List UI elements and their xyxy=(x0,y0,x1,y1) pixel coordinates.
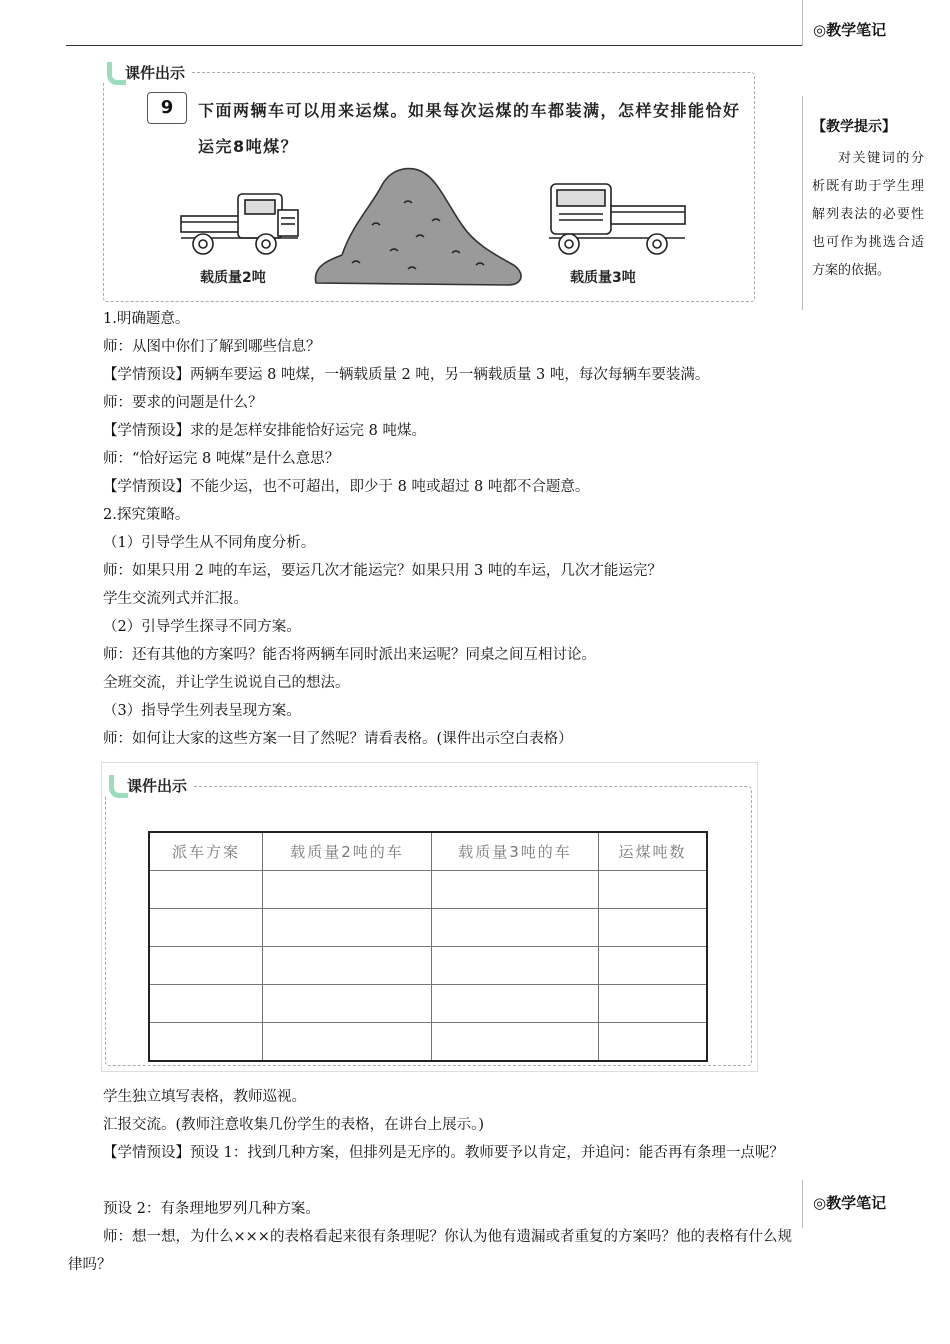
header-coal-tons: 运煤吨数 xyxy=(599,832,708,871)
table-cell xyxy=(432,909,599,947)
problem-text: 下面两辆车可以用来运煤。如果每次运煤的车都装满，怎样安排能恰好运完8吨煤？ xyxy=(198,101,741,156)
courseware-tag-2: 课件出示 xyxy=(105,775,193,796)
table-cell xyxy=(599,947,708,985)
teaching-tip-body: 对关键词的分析既有助于学生理解列表法的必要性也可作为挑选合适方案的依据。 xyxy=(812,151,924,278)
line-clarify-heading: 1.明确题意。 xyxy=(103,311,190,327)
table-row xyxy=(149,1023,707,1062)
truck-left-illustration xyxy=(178,188,303,260)
header-plan: 派车方案 xyxy=(149,832,263,871)
table-cell xyxy=(432,947,599,985)
line-teacher-q6: 师：如何让大家的这些方案一目了然呢？请看表格。(课件出示空白表格） xyxy=(103,731,573,747)
truck-right-illustration xyxy=(545,180,690,260)
table-cell xyxy=(263,909,432,947)
line-step-1: （1）引导学生从不同角度分析。 xyxy=(103,535,316,551)
line-teacher-q3: 师：“恰好运完 8 吨煤”是什么意思？ xyxy=(103,451,340,467)
table-cell xyxy=(263,985,432,1023)
truck-right-caption: 载质量3吨 xyxy=(570,270,636,286)
table-cell xyxy=(599,985,708,1023)
teaching-notes-heading: ◎教学笔记 xyxy=(813,21,887,39)
teaching-tip-title: 【教学提示】 xyxy=(812,119,896,135)
line-preset-2-ordered: 预设 2：有条理地罗列几种方案。 xyxy=(103,1201,320,1217)
table-cell xyxy=(599,909,708,947)
line-student-report: 学生交流列式并汇报。 xyxy=(103,591,248,607)
line-step-2: （2）引导学生探寻不同方案。 xyxy=(103,619,301,635)
line-explore-heading: 2.探究策略。 xyxy=(103,507,190,523)
table-row xyxy=(149,909,707,947)
table-cell xyxy=(149,871,263,909)
table-header-row xyxy=(149,832,707,871)
margin-divider-bottom xyxy=(802,1180,803,1228)
problem-number-badge: 9 xyxy=(147,92,187,124)
line-teacher-q4: 师：如果只用 2 吨的车运，要运几次才能运完？如果只用 3 吨的车运，几次才能运完？ xyxy=(103,563,662,579)
table-row xyxy=(149,947,707,985)
line-preset-3: 【学情预设】不能少运，也不可超出，即少于 8 吨或超过 8 吨都不合题意。 xyxy=(103,479,590,495)
table-cell xyxy=(263,947,432,985)
line-students-fill: 学生独立填写表格，教师巡视。 xyxy=(103,1089,306,1105)
table-cell xyxy=(149,1023,263,1062)
line-preset-2: 【学情预设】求的是怎样安排能恰好运完 8 吨煤。 xyxy=(103,423,426,439)
table-cell xyxy=(599,871,708,909)
table-cell xyxy=(432,871,599,909)
margin-divider-top xyxy=(802,0,803,46)
table-cell xyxy=(149,985,263,1023)
truck-left-caption: 载质量2吨 xyxy=(200,270,266,286)
dispatch-plan-table xyxy=(148,831,708,1062)
line-class-exchange: 全班交流，并让学生说说自己的想法。 xyxy=(103,675,350,691)
courseware-tag-1: 课件出示 xyxy=(103,62,191,83)
line-teacher-q5: 师：还有其他的方案吗？能否将两辆车同时派出来运呢？同桌之间互相讨论。 xyxy=(103,647,596,663)
header-truck-3t: 载质量3吨的车 xyxy=(432,832,599,871)
table-cell xyxy=(432,1023,599,1062)
header-rule xyxy=(66,45,802,46)
paragraph-preset-1: 【学情预设】预设 1：找到几种方案，但排列是无序的。教师要予以肯定，并追问：能否再有条理一点呢？ xyxy=(103,1145,784,1161)
margin-divider-tip xyxy=(802,96,803,310)
table-cell xyxy=(263,871,432,909)
table-cell xyxy=(263,1023,432,1062)
table-cell xyxy=(432,985,599,1023)
coal-pile-illustration xyxy=(312,165,524,290)
header-truck-2t: 载质量2吨的车 xyxy=(263,832,432,871)
table-row xyxy=(149,985,707,1023)
line-step-3: （3）指导学生列表呈现方案。 xyxy=(103,703,301,719)
table-row xyxy=(149,871,707,909)
line-teacher-q2: 师：要求的问题是什么？ xyxy=(103,395,263,411)
table-cell xyxy=(599,1023,708,1062)
line-teacher-q1: 师：从图中你们了解到哪些信息？ xyxy=(103,339,321,355)
table-cell xyxy=(149,947,263,985)
line-preset-1: 【学情预设】两辆车要运 8 吨煤，一辆载质量 2 吨，另一辆载质量 3 吨，每次每辆车要装满。 xyxy=(103,367,710,383)
teaching-notes-heading-bottom: ◎教学笔记 xyxy=(813,1194,887,1212)
paragraph-teacher-reflect: 师：想一想，为什么×××的表格看起来很有条理呢？你认为他有遗漏或者重复的方案吗？他的表格有什么规律吗？ xyxy=(68,1229,792,1273)
line-report-exchange: 汇报交流。(教师注意收集几份学生的表格，在讲台上展示。) xyxy=(103,1117,485,1133)
table-cell xyxy=(149,909,263,947)
